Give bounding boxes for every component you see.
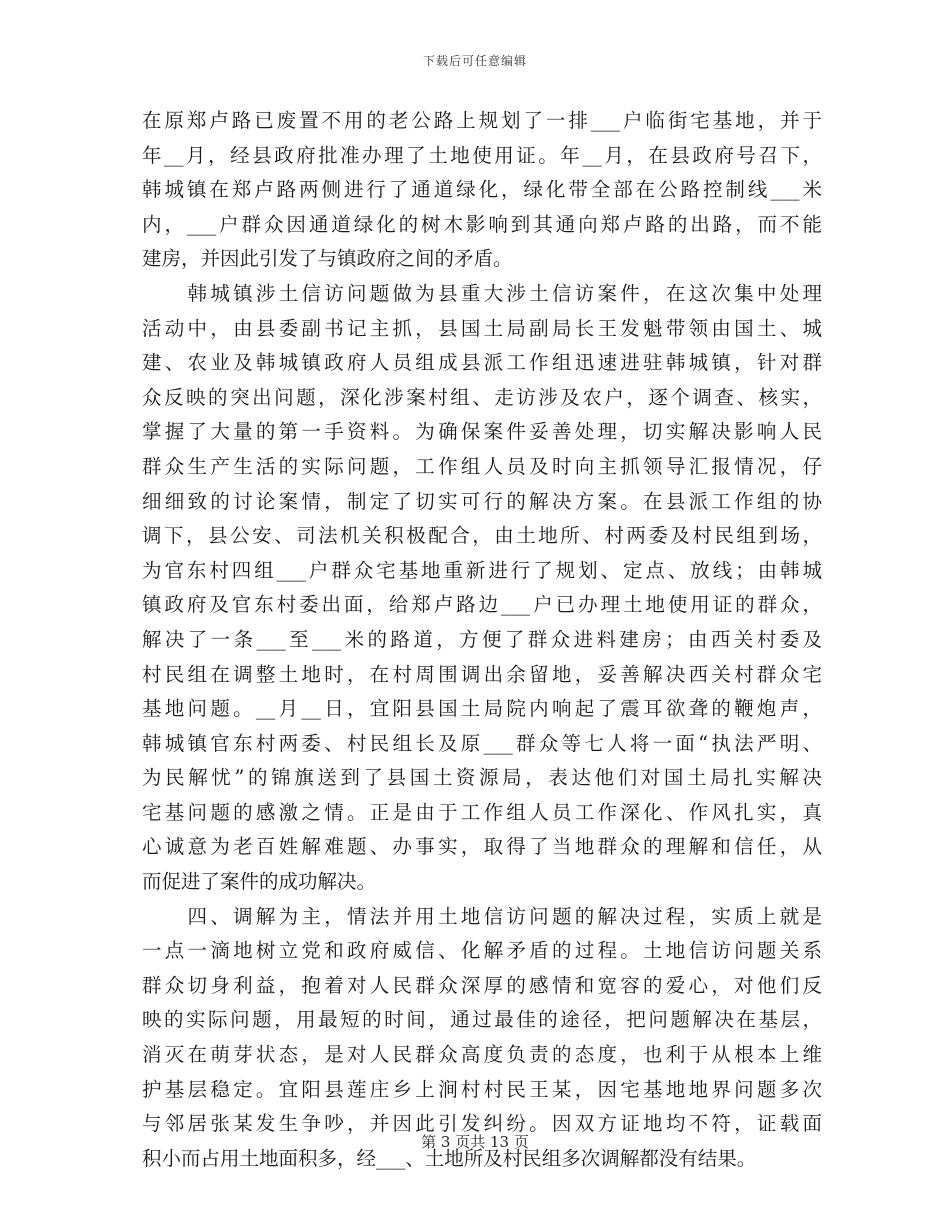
text-line: 掌握了大量的第一手资料。为确保案件妥善处理，切实解决影响人民	[142, 420, 822, 444]
text-line: 群众切身利益，抱着对人民群众深厚的感情和宽容的爱心，对他们反	[142, 973, 822, 997]
text-line: 与邻居张某发生争吵，并因此引发纠纷。因双方证地均不符，证载面	[142, 1112, 822, 1136]
text-line: 宅基问题的感激之情。正是由于工作组人员工作深化、作风扎实，真	[142, 800, 822, 824]
text-line: 年__月，经县政府批准办理了土地使用证。年__月，在县政府号召下，	[142, 143, 822, 167]
text-line: 韩城镇在郑卢路两侧进行了通道绿化，绿化带全部在公路控制线___米	[142, 178, 822, 202]
text-line: 建房，并因此引发了与镇政府之间的矛盾。	[142, 247, 513, 271]
text-line: 消灭在萌芽状态，是对人民群众高度负责的态度，也利于从根本上维	[142, 1043, 822, 1067]
text-line: 活动中，由县委副书记主抓，县国土局副局长王发魁带领由国土、城	[142, 316, 822, 340]
text-line: 建、农业及韩城镇政府人员组成县派工作组迅速进驻韩城镇，针对群	[142, 351, 822, 375]
text-line: 群众生产生活的实际问题，工作组人员及时向主抓领导汇报情况，仔	[142, 454, 822, 478]
text-line: 心诚意为老百姓解难题、办事实，取得了当地群众的理解和信任，从	[142, 835, 822, 859]
text-line: 而促进了案件的成功解决。	[142, 870, 377, 894]
text-line: 映的实际问题，用最短的时间，通过最佳的途径，把问题解决在基层，	[142, 1008, 822, 1032]
text-line: 内，___户群众因通道绿化的树木影响到其通向郑卢路的出路，而不能	[142, 212, 822, 236]
text-line: 基地问题。__月__日，宜阳县国土局院内响起了震耳欲聋的鞭炮声，	[142, 697, 822, 721]
text-line: 为官东村四组___户群众宅基地重新进行了规划、定点、放线；由韩城	[142, 558, 822, 582]
text-line: 为民解忧”的锦旗送到了县国土资源局，表达他们对国土局扎实解决	[142, 766, 822, 790]
text-line: 解决了一条___至___米的路道，方便了群众进料建房；由西关村委及	[142, 627, 822, 651]
text-line: 细细致的讨论案情，制定了切实可行的解决方案。在县派工作组的协	[142, 489, 822, 513]
text-line: 韩城镇涉土信访问题做为县重大涉土信访案件，在这次集中处理	[142, 281, 822, 305]
document-body	[142, 104, 822, 1176]
text-line: 镇政府及官东村委出面，给郑卢路边___户已办理土地使用证的群众，	[142, 593, 822, 617]
text-line: 积小而占用土地面积多，经___、土地所及村民组多次调解都没有结果。	[142, 1146, 757, 1170]
page-header-note: 下载后可任意编辑	[422, 54, 527, 68]
text-line: 在原郑卢路已废置不用的老公路上规划了一排___户临街宅基地，并于	[142, 109, 822, 132]
text-line: 一点一滴地树立党和政府威信、化解矛盾的过程。土地信访问题关系	[142, 939, 822, 963]
text-line: 四、调解为主，情法并用土地信访问题的解决过程，实质上就是	[142, 904, 822, 928]
text-line: 护基层稳定。宜阳县莲庄乡上涧村村民王某，因宅基地地界问题多次	[142, 1077, 822, 1101]
text-line: 众反映的突出问题，深化涉案村组、走访涉及农户，逐个调查、核实，	[142, 385, 822, 409]
text-line: 韩城镇官东村两委、村民组长及原___群众等七人将一面“执法严明、	[142, 731, 822, 755]
text-line: 村民组在调整土地时，在村周围调出余留地，妥善解决西关村群众宅	[142, 662, 822, 686]
page-number: 第 3 页共 13 页	[421, 1133, 529, 1151]
text-line: 调下，县公安、司法机关积极配合，由土地所、村两委及村民组到场，	[142, 524, 822, 548]
